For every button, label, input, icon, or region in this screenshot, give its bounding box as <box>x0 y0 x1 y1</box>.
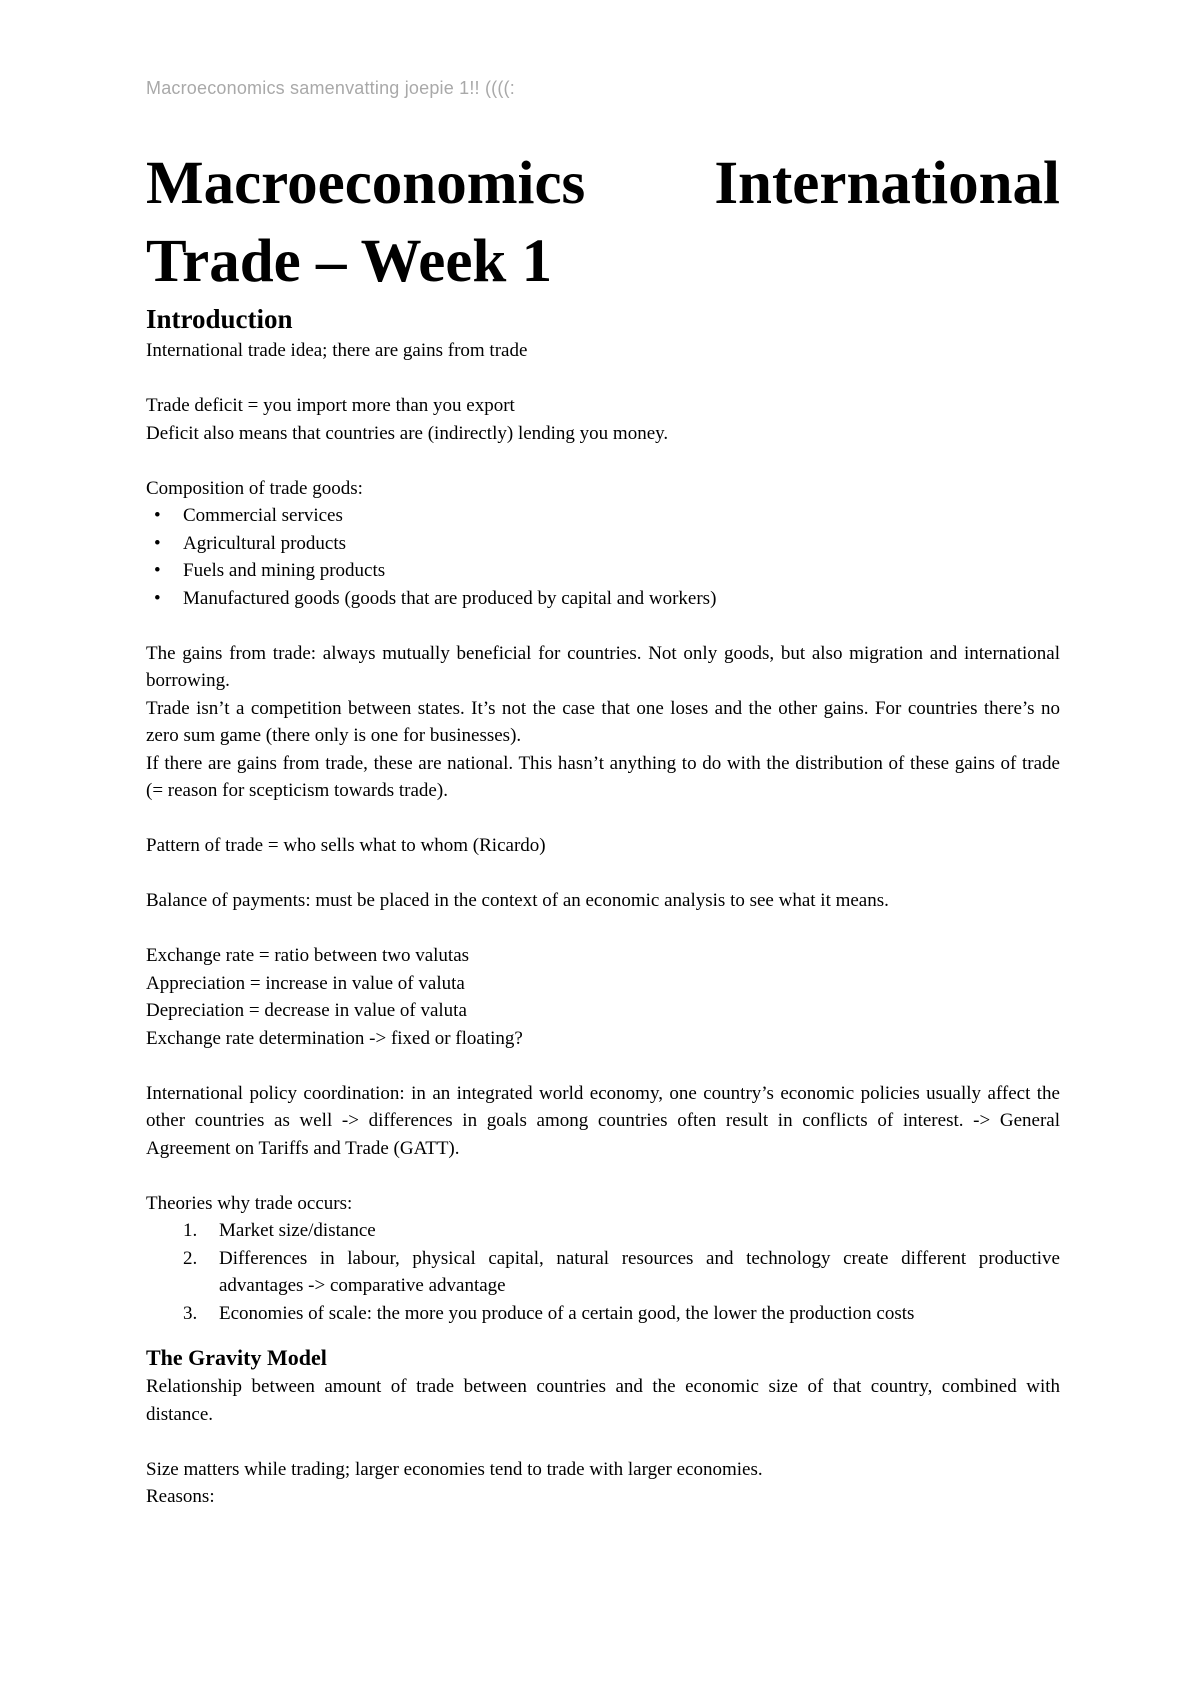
section-heading-introduction: Introduction <box>146 304 293 334</box>
running-header: Macroeconomics samenvatting joepie 1!! ((((: <box>146 78 515 98</box>
paragraph-gains-from-trade: The gains from trade: always mutually beneficial for countries. Not only goods, but also migration and international borrowing. <box>146 642 1060 691</box>
theories-label: Theories why trade occurs: <box>146 1192 353 1214</box>
bullet-icon: • <box>154 532 161 554</box>
title-word-macroeconomics: Macroeconomics <box>146 150 586 217</box>
exchange-line: Depreciation = decrease in value of valuta <box>146 1000 467 1021</box>
list-item: 1. Market size/distance <box>183 1220 376 1241</box>
title-line-1 <box>146 145 1060 223</box>
exchange-line: Exchange rate = ratio between two valutas <box>146 945 470 966</box>
list-item: • Manufactured goods (goods that are produced by capital and workers) <box>146 585 1060 613</box>
list-item: 3. Economies of scale: the more you produce of a certain good, the lower the production costs <box>183 1302 915 1324</box>
section-heading-gravity-model: The Gravity Model <box>146 1345 327 1370</box>
document-body <box>146 145 1060 1511</box>
paragraph-balance-of-payments: Balance of payments: must be placed in the context of an economic analysis to see what it means. <box>146 890 889 911</box>
page-title <box>146 145 1060 301</box>
paragraph-size-matters: Size matters while trading; larger economies tend to trade with larger economies. <box>146 1458 763 1480</box>
bullet-icon: • <box>154 505 161 526</box>
paragraph-policy-coordination: International policy coordination: in an integrated world economy, one country’s economic policies usually affect the other countries as well -> differences in goals among countries often result in conflicts of interest. -> General Agreement on Tariffs and Trade (GATT). <box>146 1082 1060 1159</box>
paragraph-gains-idea: International trade idea; there are gains from trade <box>146 340 528 361</box>
title-word-international: International <box>714 150 1060 217</box>
list-item: • Agricultural products <box>146 530 1060 558</box>
bullet-icon: • <box>154 560 161 581</box>
paragraph-reasons: Reasons: <box>146 1486 215 1507</box>
paragraph-pattern-of-trade: Pattern of trade = who sells what to whom (Ricardo) <box>146 835 546 856</box>
paragraph-not-competition: Trade isn’t a competition between states. It’s not the case that one loses and the other gains. For countries there’s no zero sum game (there only is one for businesses). <box>146 697 1060 746</box>
list-item: 2. Differences in labour, physical capital, natural resources and technology create different productive advantages -> comparative advantage <box>183 1247 1060 1296</box>
paragraph-national-gains: If there are gains from trade, these are national. This hasn’t anything to do with the distribution of these gains of trade (= reason for scepticism towards trade). <box>146 752 1060 801</box>
list-item: • Fuels and mining products <box>146 557 1060 585</box>
paragraph-gravity-relationship: Relationship between amount of trade between countries and the economic size of that country, combined with distance. <box>146 1376 1060 1425</box>
exchange-line: Exchange rate determination -> fixed or floating? <box>146 1027 523 1049</box>
paragraph-trade-deficit: Trade deficit = you import more than you export <box>146 395 515 416</box>
exchange-line: Appreciation = increase in value of valuta <box>146 972 465 994</box>
composition-label: Composition of trade goods: <box>146 477 363 499</box>
list-item: • Commercial services <box>146 502 1060 530</box>
composition-list <box>146 502 1060 612</box>
title-line-2: Trade – Week 1 <box>146 228 553 295</box>
bullet-icon: • <box>154 587 161 609</box>
theories-list <box>146 1217 1060 1327</box>
paragraph-deficit-lending: Deficit also means that countries are (indirectly) lending you money. <box>146 422 669 444</box>
